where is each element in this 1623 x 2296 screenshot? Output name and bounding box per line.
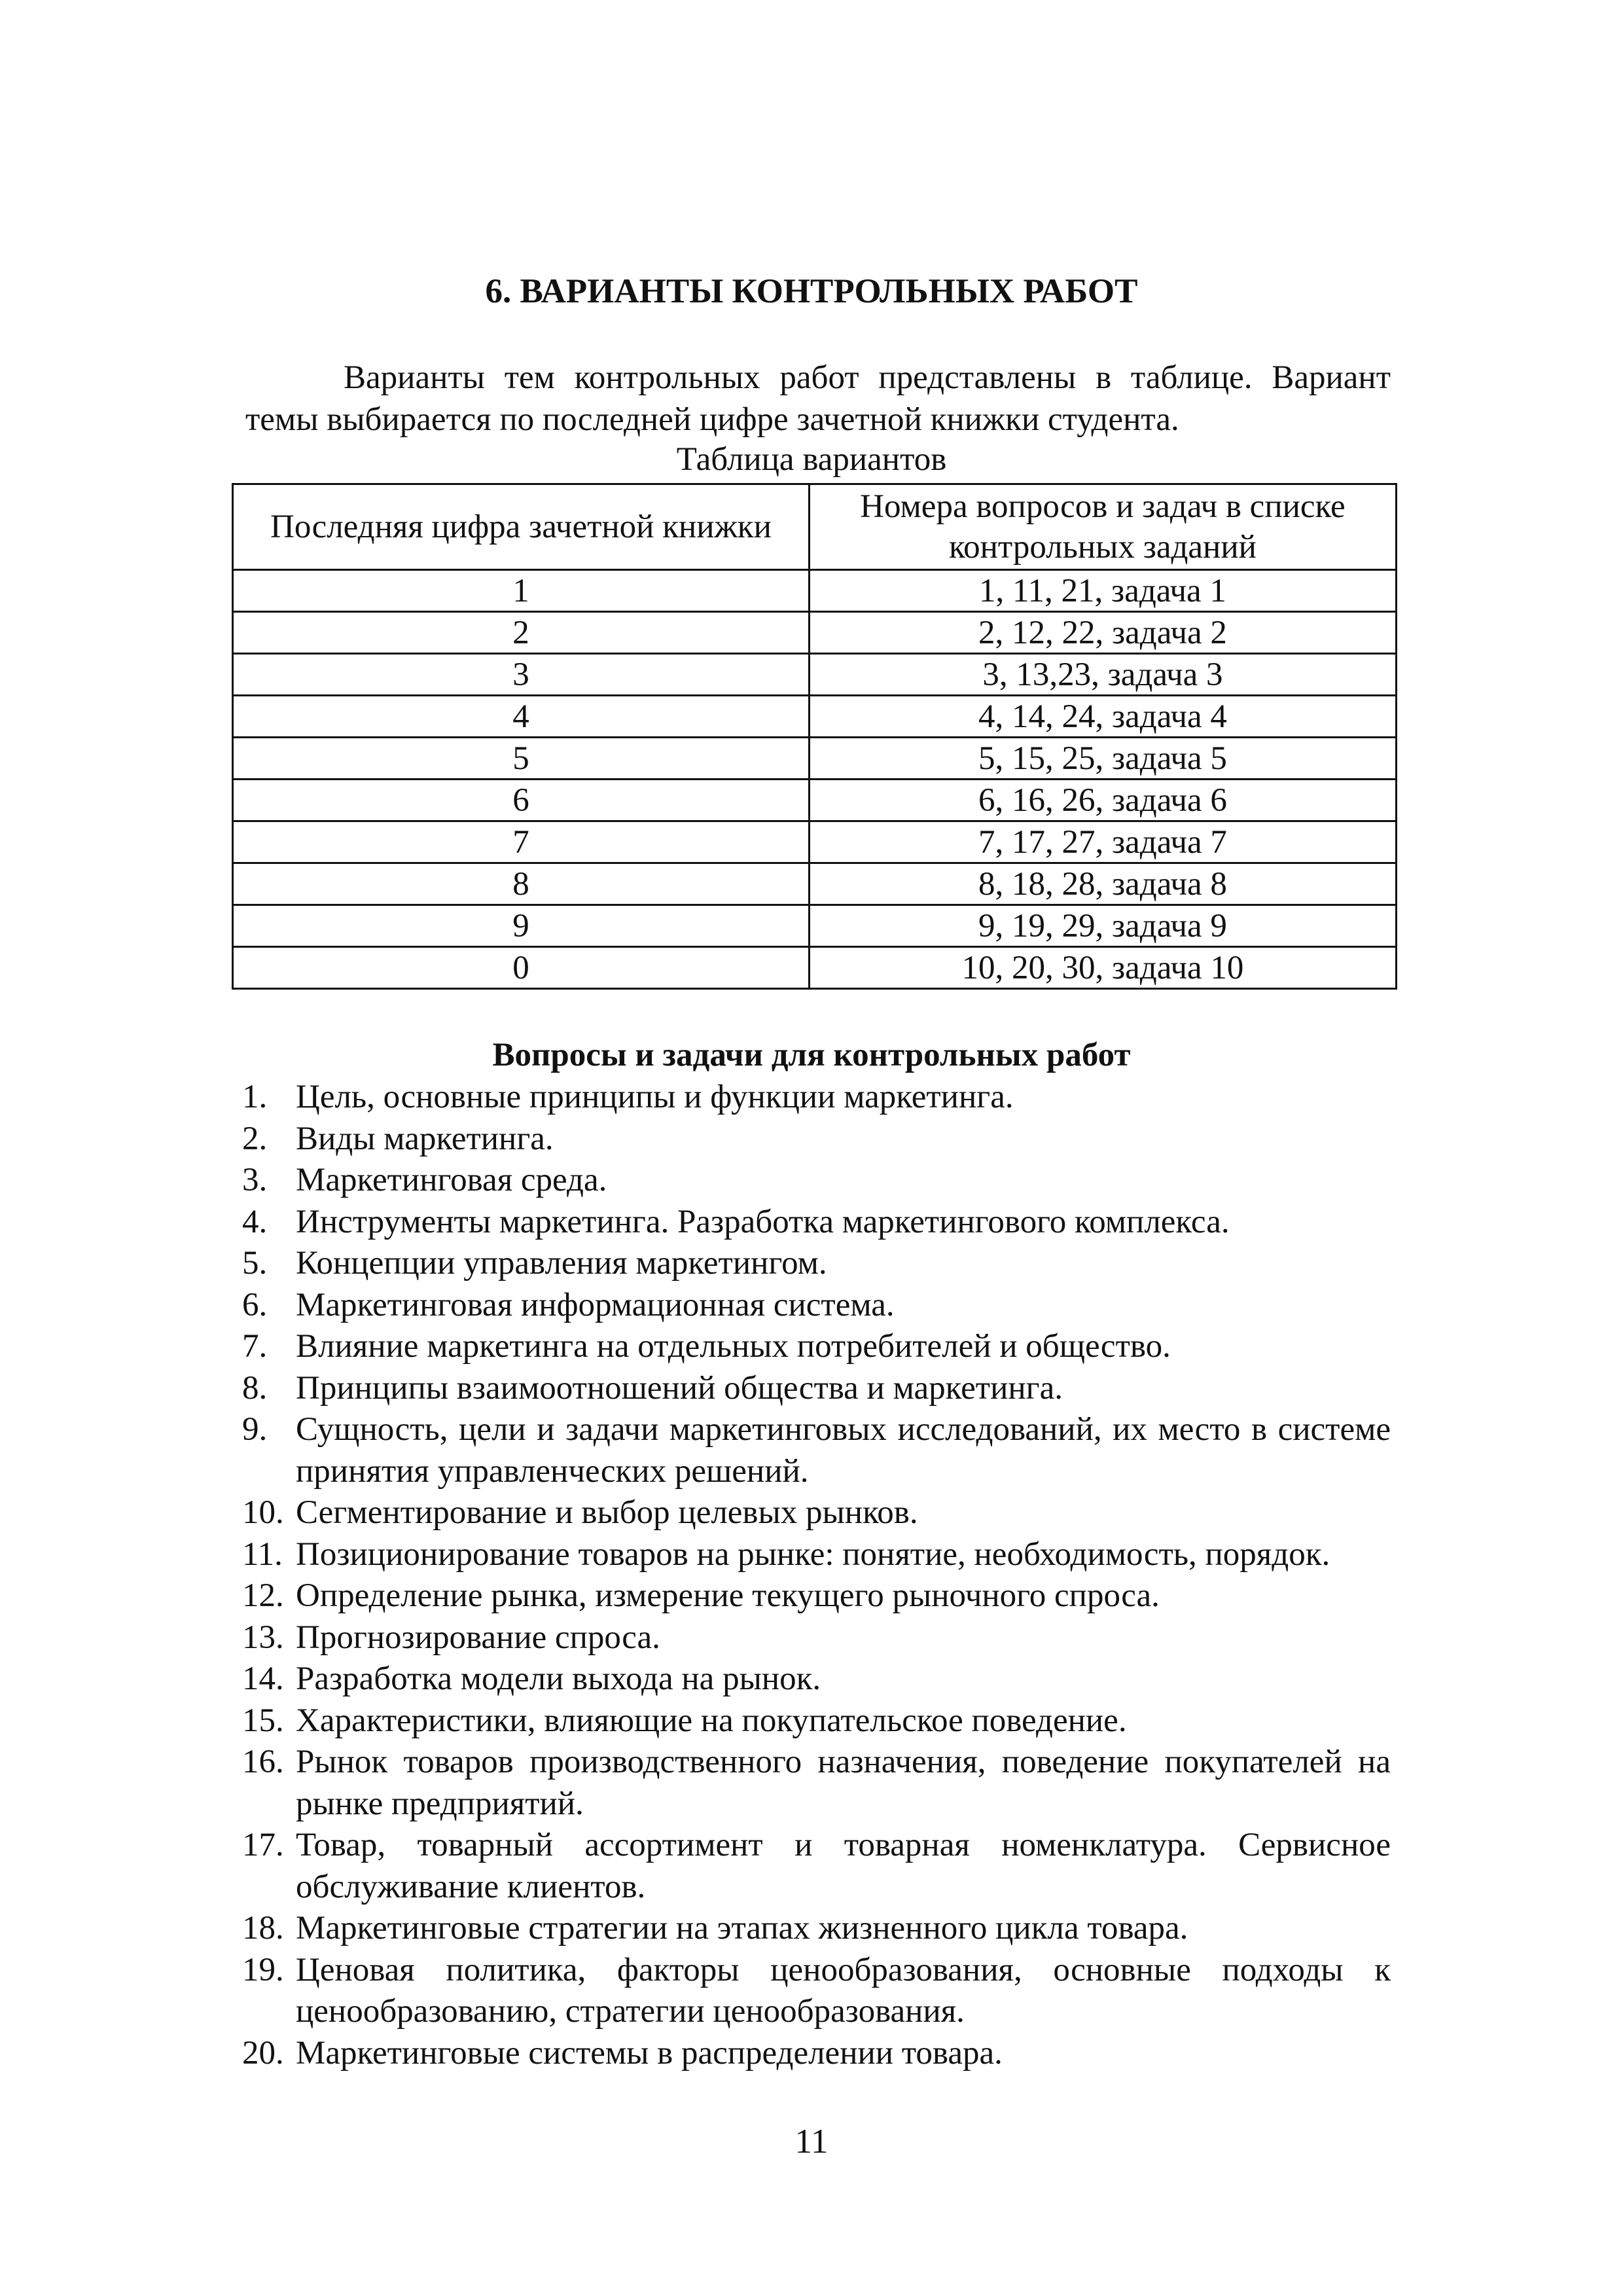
digit-cell: 7 xyxy=(233,821,810,863)
table-row xyxy=(233,612,1397,654)
item-text: Маркетинговая информационная система. xyxy=(296,1286,895,1323)
list-item xyxy=(242,1659,1391,1700)
table-caption: Таблица вариантов xyxy=(676,441,947,478)
table-row xyxy=(233,738,1397,780)
item-number: 7. xyxy=(242,1328,268,1365)
item-text: Сущность, цели и задачи маркетинговых исследований, их место в системе принятия управленческих решений. xyxy=(296,1411,1391,1490)
item-text: Прогнозирование спроса. xyxy=(296,1619,660,1656)
item-text: Разработка модели выхода на рынок. xyxy=(296,1660,821,1697)
item-number: 9. xyxy=(242,1411,268,1448)
item-number: 6. xyxy=(242,1286,268,1323)
item-text: Принципы взаимоотношений общества и маркетинга. xyxy=(296,1369,1063,1407)
table-row xyxy=(233,905,1397,947)
item-text: Товар, товарный ассортимент и товарная номенклатура. Сервисное обслуживание клиентов. xyxy=(296,1827,1391,1905)
intro-line-2: темы выбирается по последней цифре зачетной книжки студента. xyxy=(245,401,1179,438)
table-row xyxy=(233,696,1397,738)
table-row xyxy=(233,570,1397,612)
list-item xyxy=(242,1950,1391,2033)
item-number: 1. xyxy=(242,1079,268,1115)
item-number: 12. xyxy=(242,1577,284,1614)
table-row xyxy=(233,863,1397,905)
table-row xyxy=(233,780,1397,821)
item-text: Рынок товаров производственного назначения, поведение покупателей на рынке предприятий. xyxy=(296,1744,1391,1822)
header-cell-digit: Последняя цифра зачетной книжки xyxy=(233,484,810,570)
item-text: Цель, основные принципы и функции маркетинга. xyxy=(296,1079,1014,1115)
list-item xyxy=(242,1575,1391,1617)
item-number: 19. xyxy=(242,1951,284,1988)
item-number: 16. xyxy=(242,1744,284,1780)
section-heading: 6. ВАРИАНТЫ КОНТРОЛЬНЫХ РАБОТ xyxy=(485,272,1138,310)
questions-cell: 4, 14, 24, задача 4 xyxy=(809,696,1396,738)
variants-table xyxy=(232,483,1397,990)
questions-cell: 7, 17, 27, задача 7 xyxy=(809,821,1396,863)
questions-heading: Вопросы и задачи для контрольных работ xyxy=(492,1037,1131,1073)
table-row xyxy=(233,654,1397,696)
item-number: 5. xyxy=(242,1245,268,1282)
questions-cell: 1, 11, 21, задача 1 xyxy=(809,570,1396,612)
item-number: 8. xyxy=(242,1369,268,1407)
item-text: Маркетинговые стратегии на этапах жизненного цикла товара. xyxy=(296,1910,1188,1946)
list-item xyxy=(242,1617,1391,1659)
item-text: Определение рынка, измерение текущего рыночного спроса. xyxy=(296,1577,1160,1614)
page-number: 11 xyxy=(794,2123,829,2161)
digit-cell: 6 xyxy=(233,780,810,821)
table-row xyxy=(233,821,1397,863)
item-number: 2. xyxy=(242,1120,268,1157)
item-number: 11. xyxy=(242,1535,283,1573)
table-header-row xyxy=(233,484,1397,570)
intro-paragraph xyxy=(245,357,1391,440)
questions-list xyxy=(242,1077,1391,2074)
questions-cell: 10, 20, 30, задача 10 xyxy=(809,947,1396,989)
intro-line-1: Варианты тем контрольных работ представлены в таблице. Вариант xyxy=(344,359,1391,396)
item-text: Сегментирование и выбор целевых рынков. xyxy=(296,1494,918,1531)
item-text: Влияние маркетинга на отдельных потребителей и общество. xyxy=(296,1328,1171,1365)
digit-cell: 5 xyxy=(233,738,810,780)
item-text: Маркетинговая среда. xyxy=(296,1162,607,1198)
list-item xyxy=(242,2033,1391,2075)
list-item xyxy=(242,1492,1391,1534)
item-number: 14. xyxy=(242,1660,284,1697)
item-text: Ценовая политика, факторы ценообразования, основные подходы к ценообразованию, стратегии ценообразования. xyxy=(296,1951,1391,2030)
item-text: Характеристики, влияющие на покупательское поведение. xyxy=(296,1702,1127,1739)
list-item xyxy=(242,1908,1391,1950)
item-number: 18. xyxy=(242,1910,284,1946)
item-number: 13. xyxy=(242,1619,284,1656)
list-item xyxy=(242,1700,1391,1742)
item-number: 17. xyxy=(242,1827,284,1863)
list-item xyxy=(242,1077,1391,1119)
item-text: Виды маркетинга. xyxy=(296,1120,554,1157)
header-cell-questions: Номера вопросов и задач в списке контрольных заданий xyxy=(809,484,1396,570)
digit-cell: 0 xyxy=(233,947,810,989)
list-item xyxy=(242,1825,1391,1908)
item-text: Позиционирование товаров на рынке: понятие, необходимость, порядок. xyxy=(296,1535,1330,1573)
item-number: 3. xyxy=(242,1162,268,1198)
item-number: 20. xyxy=(242,2034,284,2072)
item-text: Концепции управления маркетингом. xyxy=(296,1245,827,1282)
questions-cell: 9, 19, 29, задача 9 xyxy=(809,905,1396,947)
list-item xyxy=(242,1160,1391,1202)
list-item xyxy=(242,1243,1391,1285)
item-number: 15. xyxy=(242,1702,284,1739)
table-row xyxy=(233,947,1397,989)
list-item xyxy=(242,1742,1391,1825)
questions-cell: 3, 13,23, задача 3 xyxy=(809,654,1396,696)
list-item xyxy=(242,1202,1391,1244)
digit-cell: 9 xyxy=(233,905,810,947)
list-item xyxy=(242,1119,1391,1160)
item-number: 4. xyxy=(242,1203,268,1240)
item-number: 10. xyxy=(242,1494,284,1531)
digit-cell: 2 xyxy=(233,612,810,654)
questions-cell: 5, 15, 25, задача 5 xyxy=(809,738,1396,780)
questions-cell: 6, 16, 26, задача 6 xyxy=(809,780,1396,821)
list-item xyxy=(242,1409,1391,1492)
item-text: Маркетинговые системы в распределении товара. xyxy=(296,2034,1003,2072)
digit-cell: 3 xyxy=(233,654,810,696)
questions-cell: 2, 12, 22, задача 2 xyxy=(809,612,1396,654)
questions-cell: 8, 18, 28, задача 8 xyxy=(809,863,1396,905)
digit-cell: 8 xyxy=(233,863,810,905)
item-text: Инструменты маркетинга. Разработка маркетингового комплекса. xyxy=(296,1203,1230,1240)
list-item xyxy=(242,1285,1391,1327)
list-item xyxy=(242,1326,1391,1368)
list-item xyxy=(242,1368,1391,1410)
list-item xyxy=(242,1534,1391,1576)
digit-cell: 1 xyxy=(233,570,810,612)
digit-cell: 4 xyxy=(233,696,810,738)
